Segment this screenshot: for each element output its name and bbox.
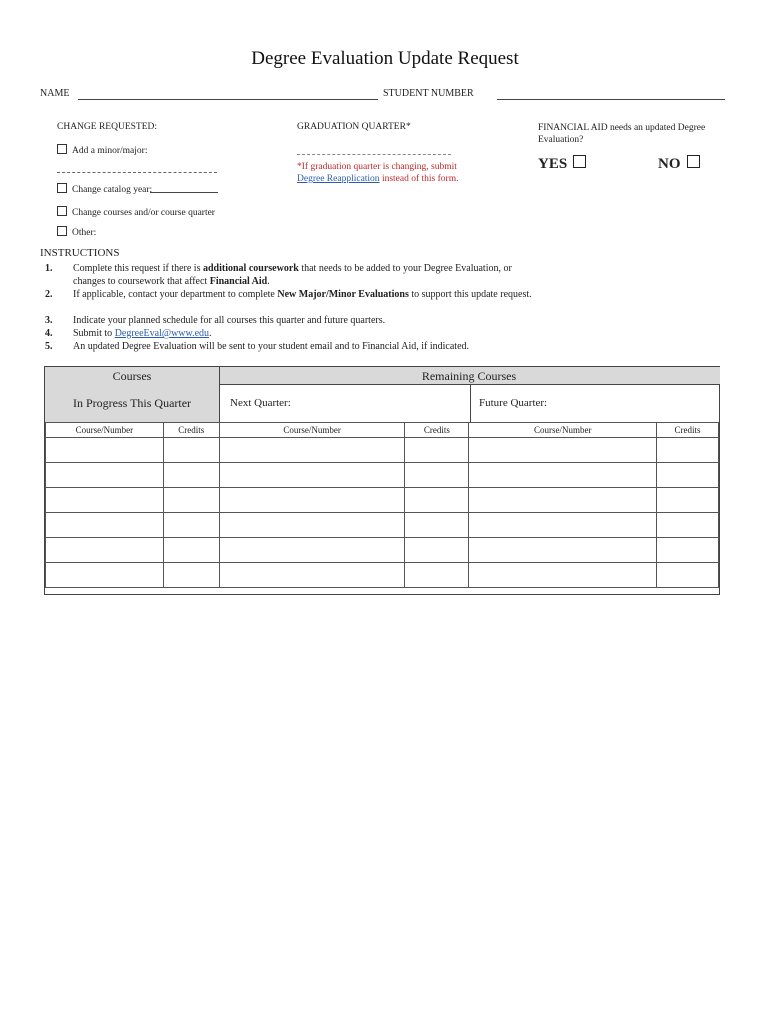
credits-cell[interactable] [405, 513, 469, 538]
credits-cell[interactable] [163, 463, 219, 488]
credits-cell[interactable] [405, 563, 469, 588]
courses-header: Courses [112, 369, 152, 383]
course-cell[interactable] [46, 538, 164, 563]
degree-reapplication-link[interactable]: Degree Reapplication [297, 174, 380, 184]
page-title: Degree Evaluation Update Request [251, 48, 519, 69]
table-row [46, 463, 719, 488]
credits-cell[interactable] [163, 488, 219, 513]
fa-yes-option[interactable]: YES [538, 155, 586, 173]
credits-cell[interactable] [657, 488, 719, 513]
course-table [44, 366, 720, 595]
remaining-header: Remaining Courses [421, 369, 517, 383]
table-row [46, 438, 719, 463]
credits-cell[interactable] [657, 513, 719, 538]
course-cell[interactable] [46, 438, 164, 463]
col-course-number: Course/Number [219, 423, 405, 438]
catalog-year-field[interactable] [150, 192, 218, 193]
checkbox-icon[interactable] [57, 226, 67, 236]
future-quarter-label: Future Quarter: [479, 397, 548, 409]
in-progress-label: In Progress This Quarter [72, 396, 192, 410]
course-cell[interactable] [46, 488, 164, 513]
credits-cell[interactable] [163, 538, 219, 563]
course-cell[interactable] [46, 463, 164, 488]
checkbox-icon[interactable] [57, 206, 67, 216]
course-cell[interactable] [469, 563, 657, 588]
checkbox-icon[interactable] [573, 155, 586, 168]
credits-cell[interactable] [405, 438, 469, 463]
credits-cell[interactable] [405, 488, 469, 513]
col-course-number: Course/Number [46, 423, 164, 438]
course-cell[interactable] [469, 538, 657, 563]
course-cell[interactable] [219, 563, 405, 588]
student-number-field[interactable] [497, 99, 725, 100]
course-cell[interactable] [46, 513, 164, 538]
checkbox-icon[interactable] [687, 155, 700, 168]
checkbox-icon[interactable] [57, 183, 67, 193]
col-course-number: Course/Number [469, 423, 657, 438]
instructions-list: 1. Complete this request if there is additional coursework that needs to be added to your Degree Evaluation, or changes to coursework that affect Financial Aid. 2. If applicable, contact your department to complete New Major/Minor Evaluations to support this update request. 3. Indicate your planned schedule for all courses this quarter and future quarters. 4. Submit to DegreeEval@www.edu. 5. An updated Degree Evaluation will be sent to your student email and to Financial Aid, if indicated. [45, 263, 532, 352]
name-label: NAME [40, 88, 70, 99]
course-grid [45, 422, 719, 588]
course-cell[interactable] [219, 538, 405, 563]
student-number-label: STUDENT NUMBER [383, 88, 474, 99]
credits-cell[interactable] [405, 538, 469, 563]
change-requested-heading: CHANGE REQUESTED: [57, 122, 158, 132]
table-row [46, 513, 719, 538]
credits-cell[interactable] [163, 563, 219, 588]
course-cell[interactable] [469, 513, 657, 538]
graduation-note: *If graduation quarter is changing, submit Degree Reapplication instead of this form. [297, 162, 459, 184]
course-cell[interactable] [219, 513, 405, 538]
add-minor-field[interactable] [57, 172, 217, 173]
email-link[interactable]: DegreeEval@www.edu [114, 328, 210, 339]
table-row [46, 538, 719, 563]
course-cell[interactable] [219, 438, 405, 463]
course-cell[interactable] [469, 488, 657, 513]
course-cell[interactable] [46, 563, 164, 588]
instructions-heading: INSTRUCTIONS [40, 247, 120, 259]
col-credits: Credits [405, 423, 469, 438]
financial-aid-heading: FINANCIAL AID needs an updated Degree Evaluation? [538, 123, 706, 145]
table-row [46, 488, 719, 513]
credits-cell[interactable] [657, 563, 719, 588]
course-cell[interactable] [219, 488, 405, 513]
next-quarter-label: Next Quarter: [230, 397, 291, 409]
change-catalog-option[interactable]: Change catalog year: [57, 183, 152, 195]
add-minor-option[interactable]: Add a minor/major: [57, 144, 147, 156]
table-row [46, 563, 719, 588]
change-courses-option[interactable]: Change courses and/or course quarter [57, 206, 215, 218]
fa-no-option[interactable]: NO [658, 155, 700, 173]
course-cell[interactable] [469, 463, 657, 488]
credits-cell[interactable] [405, 463, 469, 488]
graduation-field[interactable] [297, 154, 451, 155]
credits-cell[interactable] [163, 438, 219, 463]
checkbox-icon[interactable] [57, 144, 67, 154]
other-option[interactable]: Other: [57, 226, 96, 238]
credits-cell[interactable] [163, 513, 219, 538]
credits-cell[interactable] [657, 438, 719, 463]
credits-cell[interactable] [657, 538, 719, 563]
name-field[interactable] [78, 99, 378, 100]
course-cell[interactable] [469, 438, 657, 463]
col-credits: Credits [163, 423, 219, 438]
col-credits: Credits [657, 423, 719, 438]
course-cell[interactable] [219, 463, 405, 488]
graduation-heading: GRADUATION QUARTER* [297, 122, 411, 132]
credits-cell[interactable] [657, 463, 719, 488]
